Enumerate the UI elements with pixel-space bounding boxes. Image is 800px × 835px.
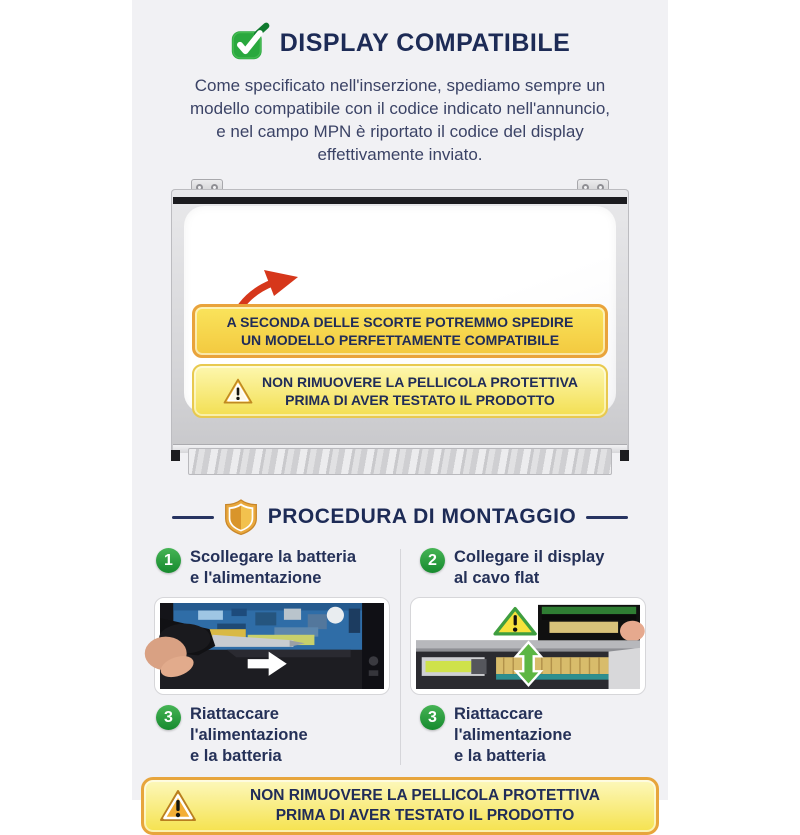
panel-edge-tab-right <box>620 450 629 461</box>
photo-disconnect-battery <box>154 597 390 695</box>
stock-notice-line2: UN MODELLO PERFETTAMENTE COMPATIBILE <box>240 332 560 348</box>
step-3-right-badge: 3 <box>420 705 445 730</box>
step-3-right-line2: e la batteria <box>454 747 546 765</box>
check-icon <box>230 24 268 62</box>
shield-icon <box>224 499 258 535</box>
step-3-left-line1: Riattaccare l'alimentazione <box>190 705 308 744</box>
bottom-warning-banner <box>141 777 659 835</box>
warning-triangle-icon <box>158 788 198 824</box>
banner-line1: NON RIMUOVERE LA PELLICOLA PROTETTIVA <box>250 787 600 804</box>
panel-frame <box>171 189 629 453</box>
step-3-right <box>410 704 646 767</box>
photo-connect-flat-cable <box>410 597 646 695</box>
panel-back <box>184 206 616 413</box>
stock-notice-label <box>192 304 608 358</box>
procedure-title: PROCEDURA DI MONTAGGIO <box>267 505 577 528</box>
header <box>132 24 668 62</box>
connector-photo <box>416 603 640 689</box>
warning-triangle-icon <box>222 377 254 406</box>
intro-text <box>132 74 668 166</box>
panel-foil-strip <box>188 448 612 475</box>
stock-notice-line1: A SECONDA DELLE SCORTE POTREMMO SPEDIRE <box>226 314 574 330</box>
panel-top-strip <box>173 197 627 204</box>
lcd-panel-illustration <box>171 179 629 475</box>
procedure-steps <box>154 547 646 767</box>
rule-right <box>586 516 628 519</box>
step-3-left <box>154 704 390 767</box>
intro-line: effettivamente inviato. <box>317 145 483 164</box>
intro-line: e nel campo MPN è riportato il codice del display <box>216 122 584 141</box>
step-3-left-line2: e la batteria <box>190 747 282 765</box>
step-1-line1: Scollegare la batteria <box>190 548 356 566</box>
film-warning-line2: PRIMA DI AVER TESTATO IL PRODOTTO <box>285 392 555 408</box>
panel-edge-tab-left <box>171 450 180 461</box>
banner-line2: PRIMA DI AVER TESTATO IL PRODOTTO <box>275 807 575 824</box>
film-warning-line1: NON RIMUOVERE LA PELLICOLA PROTETTIVA <box>261 374 579 390</box>
intro-line: Come specificato nell'inserzione, spediamo sempre un <box>194 76 606 95</box>
step-2-badge: 2 <box>420 548 445 573</box>
film-warning-label <box>192 364 608 418</box>
step-3-left-badge: 3 <box>156 705 181 730</box>
intro-line: modello compatibile con il codice indicato nell'annuncio, <box>190 99 610 118</box>
step-1-line2: e l'alimentazione <box>190 569 322 587</box>
step-2-line1: Collegare il display <box>454 548 605 566</box>
procedure-header <box>132 499 668 535</box>
step-1-badge: 1 <box>156 548 181 573</box>
step-2 <box>410 547 646 589</box>
step-2-line2: al cavo flat <box>454 569 540 587</box>
rule-left <box>172 516 214 519</box>
column-divider <box>400 549 401 765</box>
step-1 <box>154 547 390 589</box>
page-title: DISPLAY COMPATIBILE <box>279 28 571 57</box>
content-strip <box>132 0 668 824</box>
step-3-right-line1: Riattaccare l'alimentazione <box>454 705 572 744</box>
motherboard-photo <box>160 603 384 689</box>
